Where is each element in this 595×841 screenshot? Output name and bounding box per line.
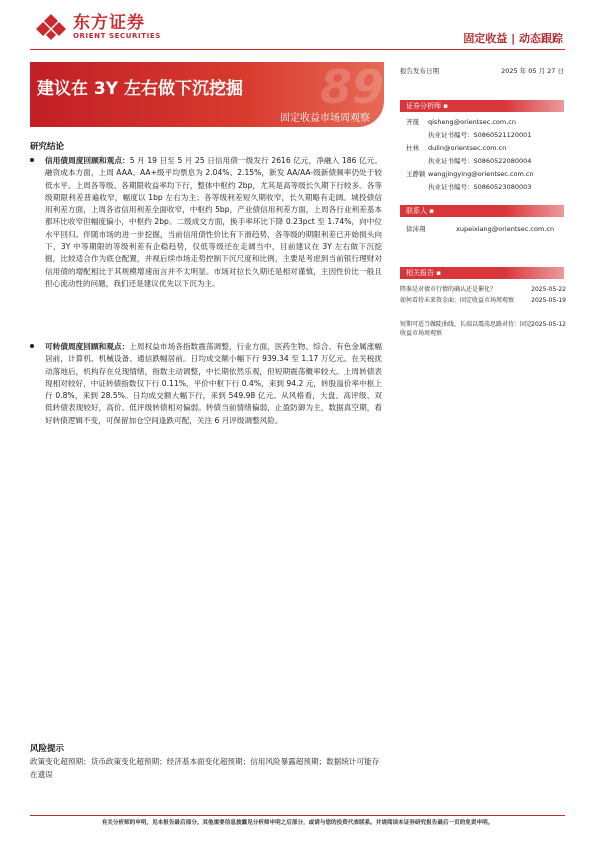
footer-disclaimer: 有关分析师的申明，见本报告最后部分。其他重要信息披露见分析师申明之后部分，或请与您的投资代表联系。并请阅读本证券研究报告最后一页的免责申明。 — [101, 820, 494, 826]
analyst-name: 齐晟 — [406, 118, 419, 126]
contact-email[interactable]: xupeixiang@orientsec.com.cn — [456, 225, 555, 233]
point-lead: 可转债周度回顾和观点： — [45, 342, 130, 351]
publish-date-row — [400, 66, 564, 75]
company-logo — [34, 12, 161, 42]
analyst-email[interactable]: qisheng@orientsec.com.cn — [428, 118, 516, 126]
publish-date: 2025 年 05 月 27 日 — [501, 67, 564, 75]
report-title: 建议在 3Y 左右做下沉挖掘 — [37, 79, 243, 99]
bullet-icon — [30, 158, 34, 162]
contact-header: 联系人 ▪ — [400, 205, 564, 217]
banner-decoration: 89 — [320, 62, 384, 114]
related-date: 2025-05-22 — [531, 286, 566, 293]
logo-cn-text: 东方证券 — [73, 12, 145, 33]
orient-logo-icon — [34, 12, 68, 42]
related-header: 相关报告 ▪ — [400, 267, 564, 279]
publish-label: 报告发布日期 — [400, 67, 439, 75]
risk-text: 政策变化超预期；货币政策变化超预期；经济基本面变化超预期；信用风险暴露超预期；数据统计可能存在遗误 — [30, 757, 380, 779]
logo-en-text: ORIENT SECURITIES — [73, 31, 161, 40]
related-title[interactable]: 如何看待未来资金面：固定收益市场周观察 — [400, 297, 515, 304]
analyst-name: 杜林 — [406, 144, 419, 152]
analyst-name: 王静颖 — [406, 170, 426, 178]
bullet-icon — [30, 344, 34, 348]
report-section: 固定收益 | 动态跟踪 — [463, 32, 563, 45]
research-point — [30, 341, 382, 427]
point-lead: 信用债周度回顾和观点： — [45, 156, 130, 165]
research-title: 研究结论 — [30, 142, 65, 152]
analyst-email[interactable]: dulin@orientsec.com.cn — [428, 144, 507, 152]
analyst-email[interactable]: wangjingying@orientsec.com.cn — [428, 170, 534, 178]
point-text: 上周权益市场各指数震荡调整，行业方面，医药生物、综合、有色金属涨幅居前，计算机、机械设备、通信跌幅居前。日均成交额小幅下行 939.34 至 1.17 万亿元。在关税扰动落地后，机构存在兑现情绪，指数主动调整，中长期依然乐观，但短期震荡概率较大。上周转债表现相对较好，中证转债指数仅下行 0.11%，平价中枢下行 0.4%，来到 94.2 元，转股溢价率中枢上行 0.8%，来到 28.5%。日均成交额大幅下行，来到 549.98 亿元。从风格看，大盘、高评级、双低转债表现较好，高价、低评级转债相对偏弱。转债当前情绪偏弱，止盈防御为主，数据真空期，看好转债逻辑不变，可保留加仓空间逢跌可配，关注 6 月评级调整风险。 — [45, 342, 382, 425]
related-title[interactable]: 降准是对债市行情的确认还是催化？ — [400, 286, 497, 293]
point-text: 5 月 19 日至 5 月 25 日信用债一级发行 2616 亿元，净融入 186 亿元。融资成本方面，上周 AAA、AA+级平均票息为 2.04%、2.15%，新发 AA/AA-级新债频率仍处于较低水平。上周各等级、各期限收益率均下行，整体中枢约 2bp，尤其是高等级长久期下行较多。各等级期限利差普遍收窄，幅度以 1bp 左右为主；各等级利差短久期收窄，长久期略有走阔。城投债信用利差方面，上周各省信用利差全面收窄，中枢约 5bp，产业债信用利差方面，上周各行业利差基本都环比收窄但幅度偏小，中枢约 2bp。二级成交方面，换手率环比下降 0.23pct 至 1.74%，向中位水平回归。伴随市场的进一步挖掘，当前信用债性价比有下滑趋势，各等级的期限利差已开始损头向下，3Y 中等期限的等级利差有企稳趋势，仅低等级还在走阔当中，目前建议在 3Y 左右做下沉挖掘，比较适合作为底仓配置，并视后续市场走势控制下沉尺度和比例，主要是考虑到当前银行理财对信用债的增配相比于其规模增速而言并不太明显。市场对拉长久期还是相对谨慎，主因性价比一般且担心流动性的问题，我们还是建议优先以下沉为主。 — [45, 156, 383, 288]
analyst-cert: 执业证书编号：S0860522080004 — [428, 157, 532, 165]
report-subtitle: 固定收益市场周观察 — [280, 113, 370, 124]
contact-name: 徐沛翔 — [406, 225, 426, 233]
header-divider — [30, 49, 565, 50]
research-point — [30, 155, 382, 290]
analysts-header: 证券分析师 ▪ — [400, 100, 564, 112]
related-date: 2025-05-19 — [531, 297, 566, 304]
analyst-cert: 执业证书编号：S0860523080003 — [428, 183, 532, 191]
related-date: 2025-05-12 — [531, 321, 566, 328]
related-title[interactable]: 短期可适当做陡曲线，长端以震荡思路对待：固定收益市场周观察 — [400, 321, 533, 337]
risk-title: 风险提示 — [30, 744, 65, 754]
title-banner — [30, 62, 384, 127]
analyst-cert: 执业证书编号：S0860521120001 — [428, 131, 532, 139]
footer-divider — [30, 815, 565, 816]
